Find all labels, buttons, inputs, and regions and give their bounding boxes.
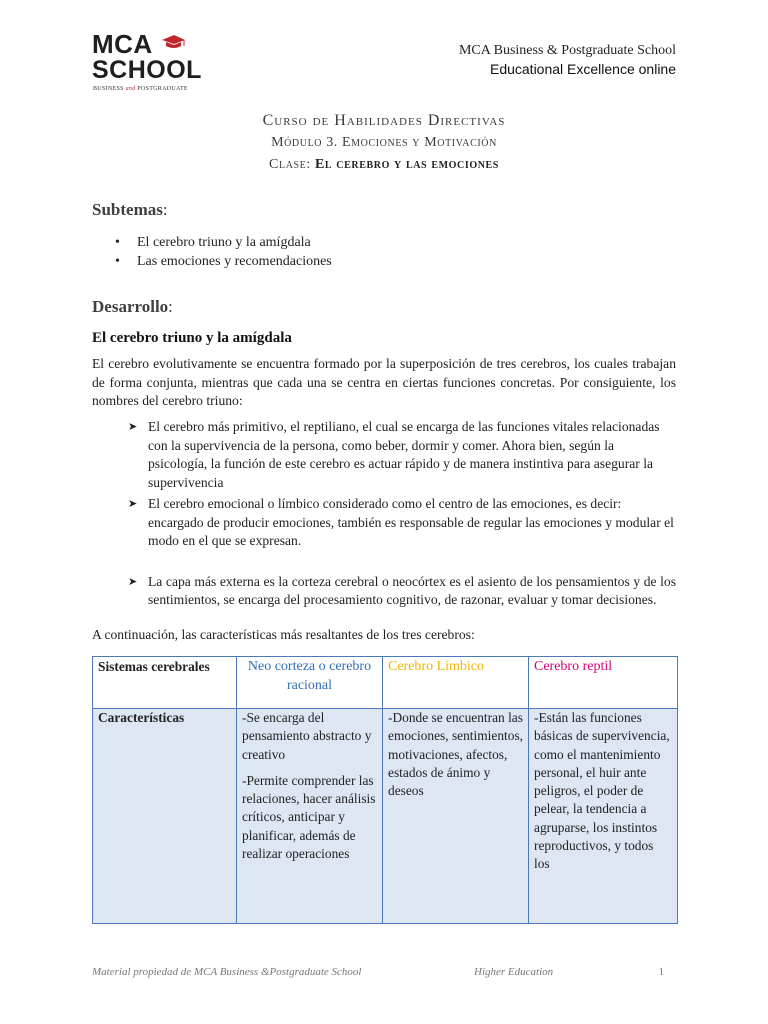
logo-tagline: BUSINESS and POSTGRADUATE (93, 86, 188, 92)
logo-mca-text: MCA (92, 29, 153, 59)
mca-school-logo (92, 30, 222, 94)
class-title: Clase: El cerebro y las emociones (269, 157, 499, 172)
course-title: Curso de Habilidades Directivas (262, 112, 506, 129)
arrow-bullet-icon: ➤ (128, 498, 138, 510)
subtemas-heading: Subtemas: (92, 200, 168, 219)
table-cell (237, 709, 383, 924)
table-row (93, 709, 678, 924)
footer-label: Higher Education (474, 966, 554, 978)
title-block (0, 110, 768, 176)
list-item: • El cerebro triuno y la amígdala (115, 233, 332, 252)
module-title: Módulo 3. Emociones y Motivación (271, 135, 497, 150)
table-header-row (93, 657, 678, 709)
graduation-cap-icon (160, 34, 186, 50)
arrow-bullet-icon: ➤ (128, 421, 138, 433)
list-item: ➤ El cerebro más primitivo, el reptiliano, el cual se encarga de las funciones vitales relacionadas con la supervivencia de la persona, como beber, dormir y comer. Ahora bien, según la psicología, la función de este cerebro es actuar rápido y de manera instintiva para asegurar la supervivencia (128, 419, 660, 490)
intro-paragraph: El cerebro evolutivamente se encuentra formado por la superposición de tres cerebros, los cuales trabajan de forma conjunta, mientras que cada una se centra en ciertas funciones concretas. Por consiguiente, los nombres del cerebro triuno: (92, 356, 676, 408)
section-subheading: El cerebro triuno y la amígdala (92, 330, 292, 346)
cell-paragraph: -Permite comprender las relaciones, hacer análisis críticos, anticipar y planificar, además de realizar operaciones (242, 772, 376, 862)
header-cell: Neo corteza o cerebro racional (237, 657, 383, 709)
logo-school-text: SCHOOL (92, 56, 202, 84)
subtemas-list (115, 233, 332, 271)
cell-paragraph: -Se encarga del pensamiento abstracto y creativo (242, 710, 372, 762)
header-cell: Cerebro reptil (529, 657, 678, 709)
brain-comparison-table (92, 656, 678, 924)
school-name: MCA Business & Postgraduate School (458, 43, 676, 58)
row-label-cell: Características (93, 709, 237, 924)
table-intro: A continuación, las características más resaltantes de los tres cerebros: (92, 627, 475, 642)
table-cell: -Donde se encuentran las emociones, sentimientos, motivaciones, afectos, estados de ánimo y deseos (383, 709, 529, 924)
desarrollo-heading: Desarrollo: (92, 297, 173, 316)
brain-list (128, 418, 676, 610)
school-tagline: Educational Excellence online (489, 61, 676, 77)
arrow-bullet-icon: ➤ (128, 575, 138, 588)
header-cell: Sistemas cerebrales (93, 657, 237, 709)
list-item: ➤ La capa más externa es la corteza cerebral o neocórtex es el asiento de los pensamientos y de los sentimientos, se encarga del procesamiento cognitivo, de razonar, evaluar y tomar decisiones. (128, 573, 676, 607)
header-cell: Cerebro Límbico (383, 657, 529, 709)
header-right (459, 42, 676, 78)
page-number: 1 (658, 966, 664, 978)
list-item: • Las emociones y recomendaciones (115, 252, 332, 271)
footer-copyright: Material propiedad de MCA Business &Postgraduate School (92, 966, 362, 978)
table-cell: -Están las funciones básicas de supervivencia, como el mantenimiento personal, el huir ante peligros, el poder de pelear, la tendencia a agruparse, los instintos reproductivos, y todos los (529, 709, 678, 924)
list-item: ➤ El cerebro emocional o límbico considerado como el centro de las emociones, es decir: encargado de producir emociones, también es responsable de regular las emociones y modular el modo en el que se expresan. (128, 496, 674, 548)
